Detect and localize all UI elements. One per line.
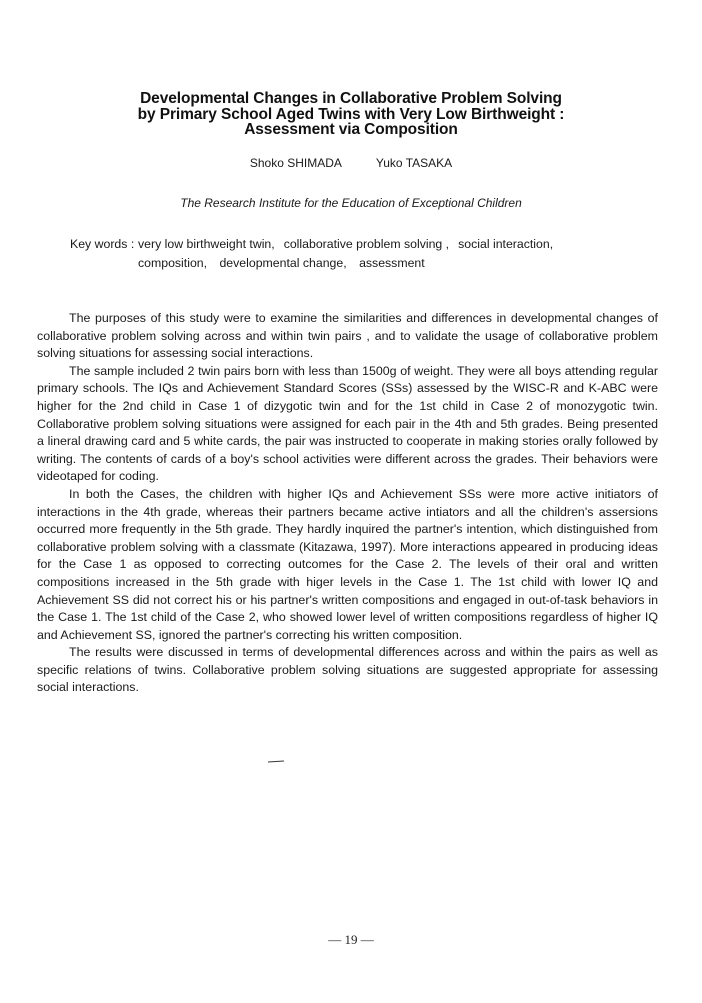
- author-name: Shoko SHIMADA: [249, 156, 342, 170]
- keyword: social interaction,: [458, 237, 554, 251]
- abstract-body: [37, 310, 658, 697]
- abstract-paragraph: The sample included 2 twin pairs born with less than 1500g of weight. They were all boys attending regular primary schools. The IQs and Achievement Standard Scores (SSs) assessed by the WISC-R and K-ABC were higher for the 2nd child in Case 1 of dizygotic twin and for the 1st child in Case 2 of monozygotic twin. Collaborative problem solving situations were assigned for each pair in the 4th and 5th grades. Being presented a lineral drawing card and 5 white cards, the pair was instructed to cooperate in making stories orally followed by writing. The contents of cards of a boy's school activities were different across the grades. Their behaviors were videotaped for coding.: [37, 363, 658, 484]
- page-number: — 19 —: [328, 932, 374, 947]
- abstract-paragraph: In both the Cases, the children with higher IQs and Achievement SSs were more active initiators of interactions in the 4th grade, whereas their partners became active intiators and all the children's assersions occurred more frequently in the 5th grade. They hardly inquired the partner's intention, which distinguished from collaborative problem solving with a classmate (Kitazawa, 1997). More interactions appeared in producing ideas for the Case 1 as opposed to correcting outcomes for the Case 2. The levels of their oral and written compositions increased in the 5th grade with higer levels in the Case 1. The 1st child with lower IQ and Achievement SS did not correct his or his partner's written compositions and engaged in out-of-task behaviors in the Case 1. The 1st child of the Case 2, who showed lower level of written compositions regardless of higher IQ and Achievement SS, ignored the partner's correcting his written composition.: [37, 486, 658, 642]
- title-line: by Primary School Aged Twins with Very Low Birthweight :: [137, 105, 565, 123]
- keyword: collaborative problem solving ,: [283, 237, 450, 251]
- keywords-label: Key words :: [70, 237, 135, 251]
- author-name: Yuko TASAKA: [375, 156, 453, 170]
- paper-title: [100, 91, 602, 138]
- title-line: Assessment via Composition: [244, 121, 458, 138]
- author-list: [0, 156, 702, 170]
- keywords-section: [70, 235, 630, 273]
- keyword: composition,: [138, 256, 208, 270]
- stray-pen-mark: [268, 760, 284, 762]
- affiliation: The Research Institute for the Education of Exceptional Children: [180, 196, 522, 210]
- abstract-paragraph: The results were discussed in terms of developmental differences across and within the pairs as well as specific relations of twins. Collaborative problem solving situations are suggested appropriate for assessing social interactions.: [37, 645, 658, 695]
- keyword: assessment: [359, 256, 425, 270]
- title-line: Developmental Changes in Collaborative Problem Solving: [140, 90, 562, 107]
- keyword: developmental change,: [219, 256, 347, 270]
- keyword: very low birthweight twin,: [138, 237, 275, 251]
- abstract-paragraph: The purposes of this study were to examine the similarities and differences in developmental changes of collaborative problem solving across and within twin pairs , and to validate the usage of collaborative problem solving situations for assessing social interactions.: [37, 311, 658, 361]
